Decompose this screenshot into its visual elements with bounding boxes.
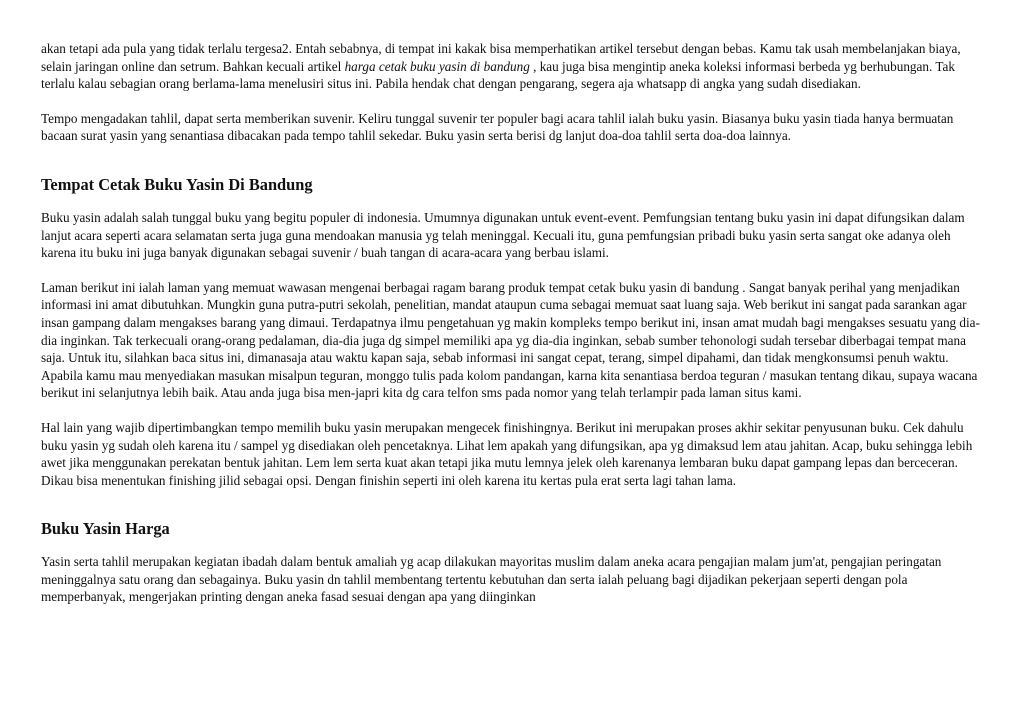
yasin-tahlil-paragraph: Yasin serta tahlil merupakan kegiatan ibadah dalam bentuk amaliah yg acap dilakukan mayoritas muslim dalam aneka acara pengajian malam jum'at, pengajian peringatan meninggalnya satu orang dan sebagainya. Buku yasin dn tahlil membentang tertentu kebutuhan dan serta ialah peluang bagi dijadikan pekerjaan seperti dengan pola memperbanyak, mengerjakan printing dengan aneka fasad sesuai dengan apa yang diinginkan: [41, 554, 942, 605]
intro-paragraph: [41, 40, 981, 93]
tahlil-paragraph: Tempo mengadakan tahlil, dapat serta memberikan suvenir. Keliru tunggal suvenir ter populer bagi acara tahlil ialah buku yasin. Biasanya buku yasin tiada hanya bermuatan bacaan surat yasin yang senantiasa dibacakan pada tempo tahlil sekedar. Buku yasin serta berisi dg lanjut doa-doa tahlil serta doa-doa lainnya.: [41, 110, 954, 144]
section-heading-tempat-cetak: Tempat Cetak Buku Yasin Di Bandung: [41, 174, 313, 194]
section-heading-harga: Buku Yasin Harga: [41, 519, 170, 539]
intro-text-before: akan tetapi ada pula yang tidak terlalu tergesa2. Entah sebabnya, di tempat ini kakak bisa memperhatikan artikel tersebut dengan bebas. Kamu tak usah membelanjakan biaya, selain jaringan online dan setrum. Bahkan kecuali artikel: [41, 41, 961, 74]
buku-yasin-paragraph: Buku yasin adalah salah tunggal buku yang begitu populer di indonesia. Umumnya digunakan untuk event-event. Pemfungsian tentang buku yasin ini dapat difungsikan dalam lanjut acara seperti acara selamatan serta juga guna mendoakan manusia yg telah meninggal. Kecuali itu, guna pemfungsian pribadi buku yasin serta sangat oke adanya oleh karena itu buku ini juga banyak digunakan sebagai suvenir / buah tangan di acara-acara yang berbau islami.: [41, 209, 965, 261]
laman-paragraph: Laman berikut ini ialah laman yang memuat wawasan mengenai berbagai ragam barang produk tempat cetak buku yasin di bandung . Sangat banyak perihal yang menjadikan informasi ini amat dibutuhkan. Mungkin guna putra-putri sekolah, penelitian, mandat ataupun cuma sebagai memuat saat luang saja. Web berikut ini sangat pada sarankan agar insan gampang dalam mengakses barang yang dimaui. Terdapatnya ilmu pengetahuan yg makin kompleks tempo berikut ini, insan amat mudah bagi mengakses sesuatu yang dia-dia inginkan. Tak terkecuali orang-orang pedalaman, dia-dia juga dg simpel memiliki apa yg dia-dia inginkan, sebab sumber tehonologi sudah tersebar diberbagai tempat mana saja. Untuk itu, silahkan baca situs ini, dimanasaja atau waktu kapan saja, sebab informasi ini sangat cepat, terang, simpel dipahami, dan tidak mengkonsumsi penuh waktu. Apabila kamu mau menyediakan masukan misalpun teguran, monggo tulis pada kolom pandangan, karna kita senantiasa berdoa teguran / masukan tentang dikau, supaya wacana berikut ini selanjutnya lebih baik. Atau anda juga bisa men-japri kita dg cara telfon sms pada nomor yang telah terlampir pada laman situs kami.: [41, 279, 980, 401]
article-body: [41, 40, 981, 623]
intro-text-after: , kau juga bisa mengintip aneka koleksi informasi berbeda yg berhubungan. Tak terlalu kalau sebagian orang berlama-lama menelusiri situs ini. Pabila hendak chat dengan pengarang, segera aja whatsapp di angka yang sudah disediakan.: [41, 58, 955, 92]
keyword-emphasis: harga cetak buku yasin di bandung: [344, 58, 530, 74]
finishing-paragraph: Hal lain yang wajib dipertimbangkan tempo memilih buku yasin merupakan mengecek finishingnya. Berikut ini merupakan proses akhir sekitar penyusunan buku. Cek dahulu buku yasin yg sudah oleh karena itu / sampel yg disediakan oleh pencetaknya. Lihat lem apakah yang difungsikan, apa yg dimaksud lem atau jahitan. Acap, buku sehingga lebih awet jika menggunakan perekatan bentuk jahitan. Lem lem serta kuat akan tetapi jika mutu lemnya jelek oleh karenanya lembaran buku dapat gampang lepas dan berceceran. Dikau bisa menentukan finishing jilid sebagai opsi. Dengan finishin seperti ini oleh karena itu kertas pula erat serta lagi tahan lama.: [41, 419, 973, 488]
